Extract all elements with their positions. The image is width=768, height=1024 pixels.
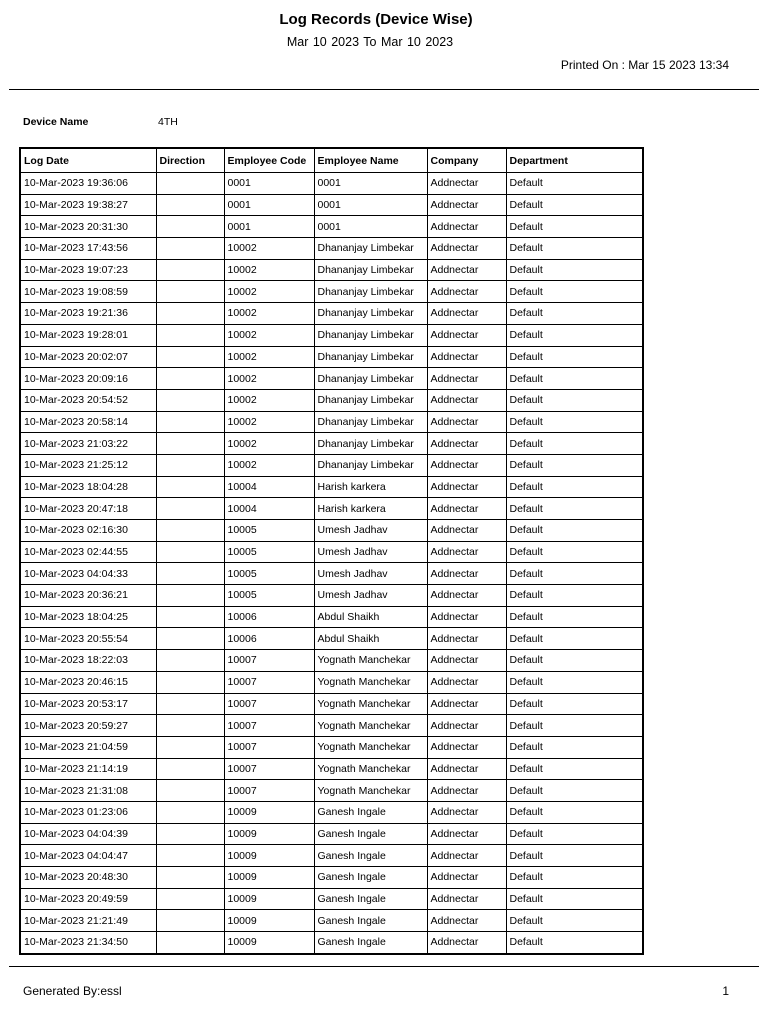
cell-log-date: 10-Mar-2023 20:59:27 <box>20 715 156 737</box>
cell-company: Addnectar <box>427 368 506 390</box>
cell-department: Default <box>506 693 643 715</box>
page-number: 1 <box>722 984 729 998</box>
cell-direction <box>156 346 224 368</box>
cell-department: Default <box>506 324 643 346</box>
cell-log-date: 10-Mar-2023 21:14:19 <box>20 758 156 780</box>
cell-department: Default <box>506 411 643 433</box>
cell-log-date: 10-Mar-2023 20:54:52 <box>20 389 156 411</box>
cell-company: Addnectar <box>427 628 506 650</box>
table-row <box>20 888 643 910</box>
cell-department: Default <box>506 238 643 260</box>
cell-direction <box>156 693 224 715</box>
cell-employee-name: Umesh Jadhav <box>314 520 427 542</box>
cell-employee-name: Abdul Shaikh <box>314 606 427 628</box>
cell-log-date: 10-Mar-2023 21:34:50 <box>20 932 156 954</box>
cell-direction <box>156 281 224 303</box>
cell-log-date: 10-Mar-2023 20:53:17 <box>20 693 156 715</box>
cell-company: Addnectar <box>427 454 506 476</box>
cell-employee-code: 10007 <box>224 693 314 715</box>
cell-company: Addnectar <box>427 563 506 585</box>
cell-company: Addnectar <box>427 823 506 845</box>
cell-direction <box>156 476 224 498</box>
table-row <box>20 389 643 411</box>
cell-employee-name: Dhananjay Limbekar <box>314 411 427 433</box>
cell-direction <box>156 541 224 563</box>
header-department: Department <box>506 148 643 173</box>
table-row <box>20 194 643 216</box>
cell-employee-name: Yognath Manchekar <box>314 736 427 758</box>
cell-employee-name: Dhananjay Limbekar <box>314 346 427 368</box>
cell-log-date: 10-Mar-2023 01:23:06 <box>20 801 156 823</box>
cell-company: Addnectar <box>427 324 506 346</box>
cell-company: Addnectar <box>427 867 506 889</box>
cell-company: Addnectar <box>427 520 506 542</box>
cell-employee-code: 10009 <box>224 823 314 845</box>
cell-employee-name: Umesh Jadhav <box>314 541 427 563</box>
cell-employee-code: 10007 <box>224 715 314 737</box>
cell-employee-code: 10005 <box>224 563 314 585</box>
cell-employee-name: Ganesh Ingale <box>314 845 427 867</box>
cell-department: Default <box>506 476 643 498</box>
cell-direction <box>156 650 224 672</box>
cell-employee-code: 10002 <box>224 411 314 433</box>
cell-company: Addnectar <box>427 671 506 693</box>
cell-department: Default <box>506 281 643 303</box>
cell-employee-code: 10004 <box>224 476 314 498</box>
cell-direction <box>156 845 224 867</box>
cell-department: Default <box>506 498 643 520</box>
header-employee-name: Employee Name <box>314 148 427 173</box>
cell-employee-name: Yognath Manchekar <box>314 671 427 693</box>
cell-company: Addnectar <box>427 845 506 867</box>
cell-department: Default <box>506 303 643 325</box>
cell-log-date: 10-Mar-2023 19:36:06 <box>20 173 156 195</box>
cell-log-date: 10-Mar-2023 20:46:15 <box>20 671 156 693</box>
cell-department: Default <box>506 216 643 238</box>
cell-direction <box>156 238 224 260</box>
cell-department: Default <box>506 259 643 281</box>
cell-employee-name: 0001 <box>314 173 427 195</box>
cell-direction <box>156 368 224 390</box>
cell-employee-name: Ganesh Ingale <box>314 932 427 954</box>
cell-direction <box>156 910 224 932</box>
cell-employee-name: Dhananjay Limbekar <box>314 454 427 476</box>
cell-employee-code: 10007 <box>224 758 314 780</box>
cell-company: Addnectar <box>427 650 506 672</box>
cell-company: Addnectar <box>427 780 506 802</box>
cell-department: Default <box>506 715 643 737</box>
cell-log-date: 10-Mar-2023 20:47:18 <box>20 498 156 520</box>
cell-log-date: 10-Mar-2023 21:04:59 <box>20 736 156 758</box>
cell-employee-name: Ganesh Ingale <box>314 801 427 823</box>
cell-direction <box>156 433 224 455</box>
cell-employee-name: Yognath Manchekar <box>314 780 427 802</box>
cell-log-date: 10-Mar-2023 20:55:54 <box>20 628 156 650</box>
cell-employee-code: 10009 <box>224 932 314 954</box>
cell-employee-name: Yognath Manchekar <box>314 693 427 715</box>
cell-employee-name: Harish karkera <box>314 476 427 498</box>
cell-log-date: 10-Mar-2023 04:04:39 <box>20 823 156 845</box>
table-row <box>20 173 643 195</box>
cell-employee-name: 0001 <box>314 194 427 216</box>
cell-department: Default <box>506 780 643 802</box>
cell-log-date: 10-Mar-2023 20:02:07 <box>20 346 156 368</box>
cell-department: Default <box>506 606 643 628</box>
cell-direction <box>156 194 224 216</box>
cell-department: Default <box>506 736 643 758</box>
report-date-range: Mar 10 2023 To Mar 10 2023 <box>286 35 454 49</box>
table-row <box>20 823 643 845</box>
cell-employee-name: Ganesh Ingale <box>314 910 427 932</box>
cell-employee-code: 10002 <box>224 346 314 368</box>
cell-direction <box>156 801 224 823</box>
cell-employee-name: Dhananjay Limbekar <box>314 281 427 303</box>
cell-company: Addnectar <box>427 433 506 455</box>
cell-company: Addnectar <box>427 173 506 195</box>
cell-company: Addnectar <box>427 281 506 303</box>
cell-department: Default <box>506 173 643 195</box>
cell-company: Addnectar <box>427 541 506 563</box>
table-row <box>20 563 643 585</box>
table-row <box>20 845 643 867</box>
cell-employee-name: 0001 <box>314 216 427 238</box>
cell-direction <box>156 216 224 238</box>
cell-company: Addnectar <box>427 888 506 910</box>
cell-direction <box>156 411 224 433</box>
cell-log-date: 10-Mar-2023 04:04:47 <box>20 845 156 867</box>
cell-log-date: 10-Mar-2023 19:07:23 <box>20 259 156 281</box>
footer-divider <box>9 966 759 967</box>
cell-employee-code: 10009 <box>224 888 314 910</box>
cell-direction <box>156 780 224 802</box>
cell-company: Addnectar <box>427 715 506 737</box>
cell-direction <box>156 888 224 910</box>
table-row <box>20 910 643 932</box>
cell-department: Default <box>506 671 643 693</box>
table-row <box>20 758 643 780</box>
cell-company: Addnectar <box>427 758 506 780</box>
table-row <box>20 585 643 607</box>
cell-direction <box>156 823 224 845</box>
cell-company: Addnectar <box>427 585 506 607</box>
cell-employee-code: 10002 <box>224 259 314 281</box>
cell-log-date: 10-Mar-2023 02:16:30 <box>20 520 156 542</box>
cell-company: Addnectar <box>427 801 506 823</box>
cell-company: Addnectar <box>427 693 506 715</box>
table-row <box>20 498 643 520</box>
cell-employee-name: Ganesh Ingale <box>314 888 427 910</box>
cell-employee-name: Abdul Shaikh <box>314 628 427 650</box>
cell-department: Default <box>506 541 643 563</box>
cell-log-date: 10-Mar-2023 19:28:01 <box>20 324 156 346</box>
cell-department: Default <box>506 932 643 954</box>
cell-employee-code: 10009 <box>224 845 314 867</box>
header-company: Company <box>427 148 506 173</box>
cell-direction <box>156 173 224 195</box>
cell-employee-name: Ganesh Ingale <box>314 867 427 889</box>
cell-employee-name: Dhananjay Limbekar <box>314 303 427 325</box>
cell-department: Default <box>506 389 643 411</box>
cell-employee-name: Dhananjay Limbekar <box>314 238 427 260</box>
table-row <box>20 411 643 433</box>
table-row <box>20 520 643 542</box>
cell-direction <box>156 585 224 607</box>
cell-department: Default <box>506 823 643 845</box>
cell-employee-code: 10005 <box>224 520 314 542</box>
cell-employee-name: Dhananjay Limbekar <box>314 433 427 455</box>
cell-department: Default <box>506 585 643 607</box>
table-row <box>20 932 643 954</box>
cell-log-date: 10-Mar-2023 21:21:49 <box>20 910 156 932</box>
printed-on: Printed On : Mar 15 2023 13:34 <box>560 58 729 72</box>
cell-direction <box>156 303 224 325</box>
cell-department: Default <box>506 867 643 889</box>
cell-employee-code: 10005 <box>224 541 314 563</box>
cell-log-date: 10-Mar-2023 17:43:56 <box>20 238 156 260</box>
cell-employee-code: 10002 <box>224 303 314 325</box>
table-row <box>20 780 643 802</box>
cell-company: Addnectar <box>427 736 506 758</box>
cell-department: Default <box>506 888 643 910</box>
cell-department: Default <box>506 650 643 672</box>
table-row <box>20 303 643 325</box>
cell-log-date: 10-Mar-2023 18:22:03 <box>20 650 156 672</box>
cell-direction <box>156 520 224 542</box>
cell-employee-code: 10002 <box>224 368 314 390</box>
table-row <box>20 606 643 628</box>
cell-company: Addnectar <box>427 910 506 932</box>
cell-log-date: 10-Mar-2023 19:38:27 <box>20 194 156 216</box>
cell-direction <box>156 259 224 281</box>
cell-employee-code: 0001 <box>224 173 314 195</box>
cell-company: Addnectar <box>427 498 506 520</box>
cell-department: Default <box>506 454 643 476</box>
cell-employee-code: 10002 <box>224 454 314 476</box>
cell-employee-code: 10002 <box>224 324 314 346</box>
cell-department: Default <box>506 346 643 368</box>
table-row <box>20 671 643 693</box>
table-row <box>20 216 643 238</box>
cell-employee-code: 10002 <box>224 281 314 303</box>
cell-employee-name: Dhananjay Limbekar <box>314 324 427 346</box>
cell-log-date: 10-Mar-2023 20:58:14 <box>20 411 156 433</box>
header-direction: Direction <box>156 148 224 173</box>
cell-employee-code: 0001 <box>224 194 314 216</box>
cell-department: Default <box>506 520 643 542</box>
cell-log-date: 10-Mar-2023 20:48:30 <box>20 867 156 889</box>
table-row <box>20 281 643 303</box>
cell-employee-name: Ganesh Ingale <box>314 823 427 845</box>
table-row <box>20 693 643 715</box>
cell-direction <box>156 932 224 954</box>
cell-log-date: 10-Mar-2023 21:03:22 <box>20 433 156 455</box>
cell-department: Default <box>506 433 643 455</box>
cell-direction <box>156 606 224 628</box>
cell-direction <box>156 563 224 585</box>
cell-employee-name: Harish karkera <box>314 498 427 520</box>
cell-company: Addnectar <box>427 476 506 498</box>
device-name-value: 4TH <box>158 116 178 128</box>
cell-department: Default <box>506 368 643 390</box>
table-row <box>20 368 643 390</box>
table-row <box>20 628 643 650</box>
cell-employee-code: 10009 <box>224 801 314 823</box>
cell-employee-name: Umesh Jadhav <box>314 563 427 585</box>
table-row <box>20 736 643 758</box>
cell-employee-code: 10002 <box>224 433 314 455</box>
table-row <box>20 324 643 346</box>
cell-employee-code: 10004 <box>224 498 314 520</box>
cell-department: Default <box>506 910 643 932</box>
cell-employee-name: Yognath Manchekar <box>314 650 427 672</box>
cell-employee-code: 10007 <box>224 780 314 802</box>
cell-company: Addnectar <box>427 194 506 216</box>
cell-log-date: 10-Mar-2023 19:21:36 <box>20 303 156 325</box>
cell-department: Default <box>506 845 643 867</box>
cell-employee-code: 10007 <box>224 736 314 758</box>
cell-employee-code: 10007 <box>224 671 314 693</box>
cell-log-date: 10-Mar-2023 19:08:59 <box>20 281 156 303</box>
cell-direction <box>156 324 224 346</box>
table-row <box>20 238 643 260</box>
cell-log-date: 10-Mar-2023 18:04:25 <box>20 606 156 628</box>
cell-direction <box>156 671 224 693</box>
cell-company: Addnectar <box>427 259 506 281</box>
table-header-row <box>20 148 643 173</box>
cell-direction <box>156 715 224 737</box>
header-employee-code: Employee Code <box>224 148 314 173</box>
cell-department: Default <box>506 801 643 823</box>
cell-department: Default <box>506 628 643 650</box>
cell-log-date: 10-Mar-2023 20:36:21 <box>20 585 156 607</box>
cell-direction <box>156 736 224 758</box>
generated-by: Generated By:essl <box>23 984 122 998</box>
cell-log-date: 10-Mar-2023 20:09:16 <box>20 368 156 390</box>
cell-employee-code: 10009 <box>224 867 314 889</box>
cell-direction <box>156 454 224 476</box>
cell-employee-code: 10002 <box>224 389 314 411</box>
table-row <box>20 801 643 823</box>
cell-employee-code: 10002 <box>224 238 314 260</box>
cell-log-date: 10-Mar-2023 04:04:33 <box>20 563 156 585</box>
cell-company: Addnectar <box>427 303 506 325</box>
cell-employee-name: Dhananjay Limbekar <box>314 389 427 411</box>
table-row <box>20 476 643 498</box>
cell-company: Addnectar <box>427 932 506 954</box>
cell-employee-code: 0001 <box>224 216 314 238</box>
cell-direction <box>156 389 224 411</box>
cell-log-date: 10-Mar-2023 02:44:55 <box>20 541 156 563</box>
table-row <box>20 346 643 368</box>
cell-log-date: 10-Mar-2023 20:49:59 <box>20 888 156 910</box>
table-row <box>20 541 643 563</box>
cell-company: Addnectar <box>427 216 506 238</box>
header-divider <box>9 89 759 90</box>
header-log-date: Log Date <box>20 148 156 173</box>
cell-employee-code: 10006 <box>224 628 314 650</box>
log-records-table <box>19 147 644 955</box>
table-row <box>20 454 643 476</box>
cell-employee-code: 10009 <box>224 910 314 932</box>
cell-log-date: 10-Mar-2023 21:25:12 <box>20 454 156 476</box>
cell-employee-name: Dhananjay Limbekar <box>314 368 427 390</box>
device-name-label: Device Name <box>23 116 89 128</box>
cell-log-date: 10-Mar-2023 20:31:30 <box>20 216 156 238</box>
table-body <box>20 173 643 954</box>
cell-department: Default <box>506 758 643 780</box>
cell-direction <box>156 628 224 650</box>
cell-employee-name: Umesh Jadhav <box>314 585 427 607</box>
cell-department: Default <box>506 194 643 216</box>
table-row <box>20 867 643 889</box>
cell-employee-name: Yognath Manchekar <box>314 715 427 737</box>
table-row <box>20 650 643 672</box>
cell-direction <box>156 867 224 889</box>
report-title: Log Records (Device Wise) <box>279 11 473 28</box>
table-row <box>20 259 643 281</box>
cell-employee-name: Dhananjay Limbekar <box>314 259 427 281</box>
cell-employee-code: 10005 <box>224 585 314 607</box>
cell-company: Addnectar <box>427 411 506 433</box>
cell-company: Addnectar <box>427 389 506 411</box>
cell-department: Default <box>506 563 643 585</box>
cell-company: Addnectar <box>427 606 506 628</box>
cell-employee-code: 10006 <box>224 606 314 628</box>
cell-direction <box>156 498 224 520</box>
cell-employee-name: Yognath Manchekar <box>314 758 427 780</box>
cell-employee-code: 10007 <box>224 650 314 672</box>
cell-log-date: 10-Mar-2023 21:31:08 <box>20 780 156 802</box>
table-row <box>20 433 643 455</box>
table-row <box>20 715 643 737</box>
cell-company: Addnectar <box>427 346 506 368</box>
cell-direction <box>156 758 224 780</box>
cell-company: Addnectar <box>427 238 506 260</box>
cell-log-date: 10-Mar-2023 18:04:28 <box>20 476 156 498</box>
